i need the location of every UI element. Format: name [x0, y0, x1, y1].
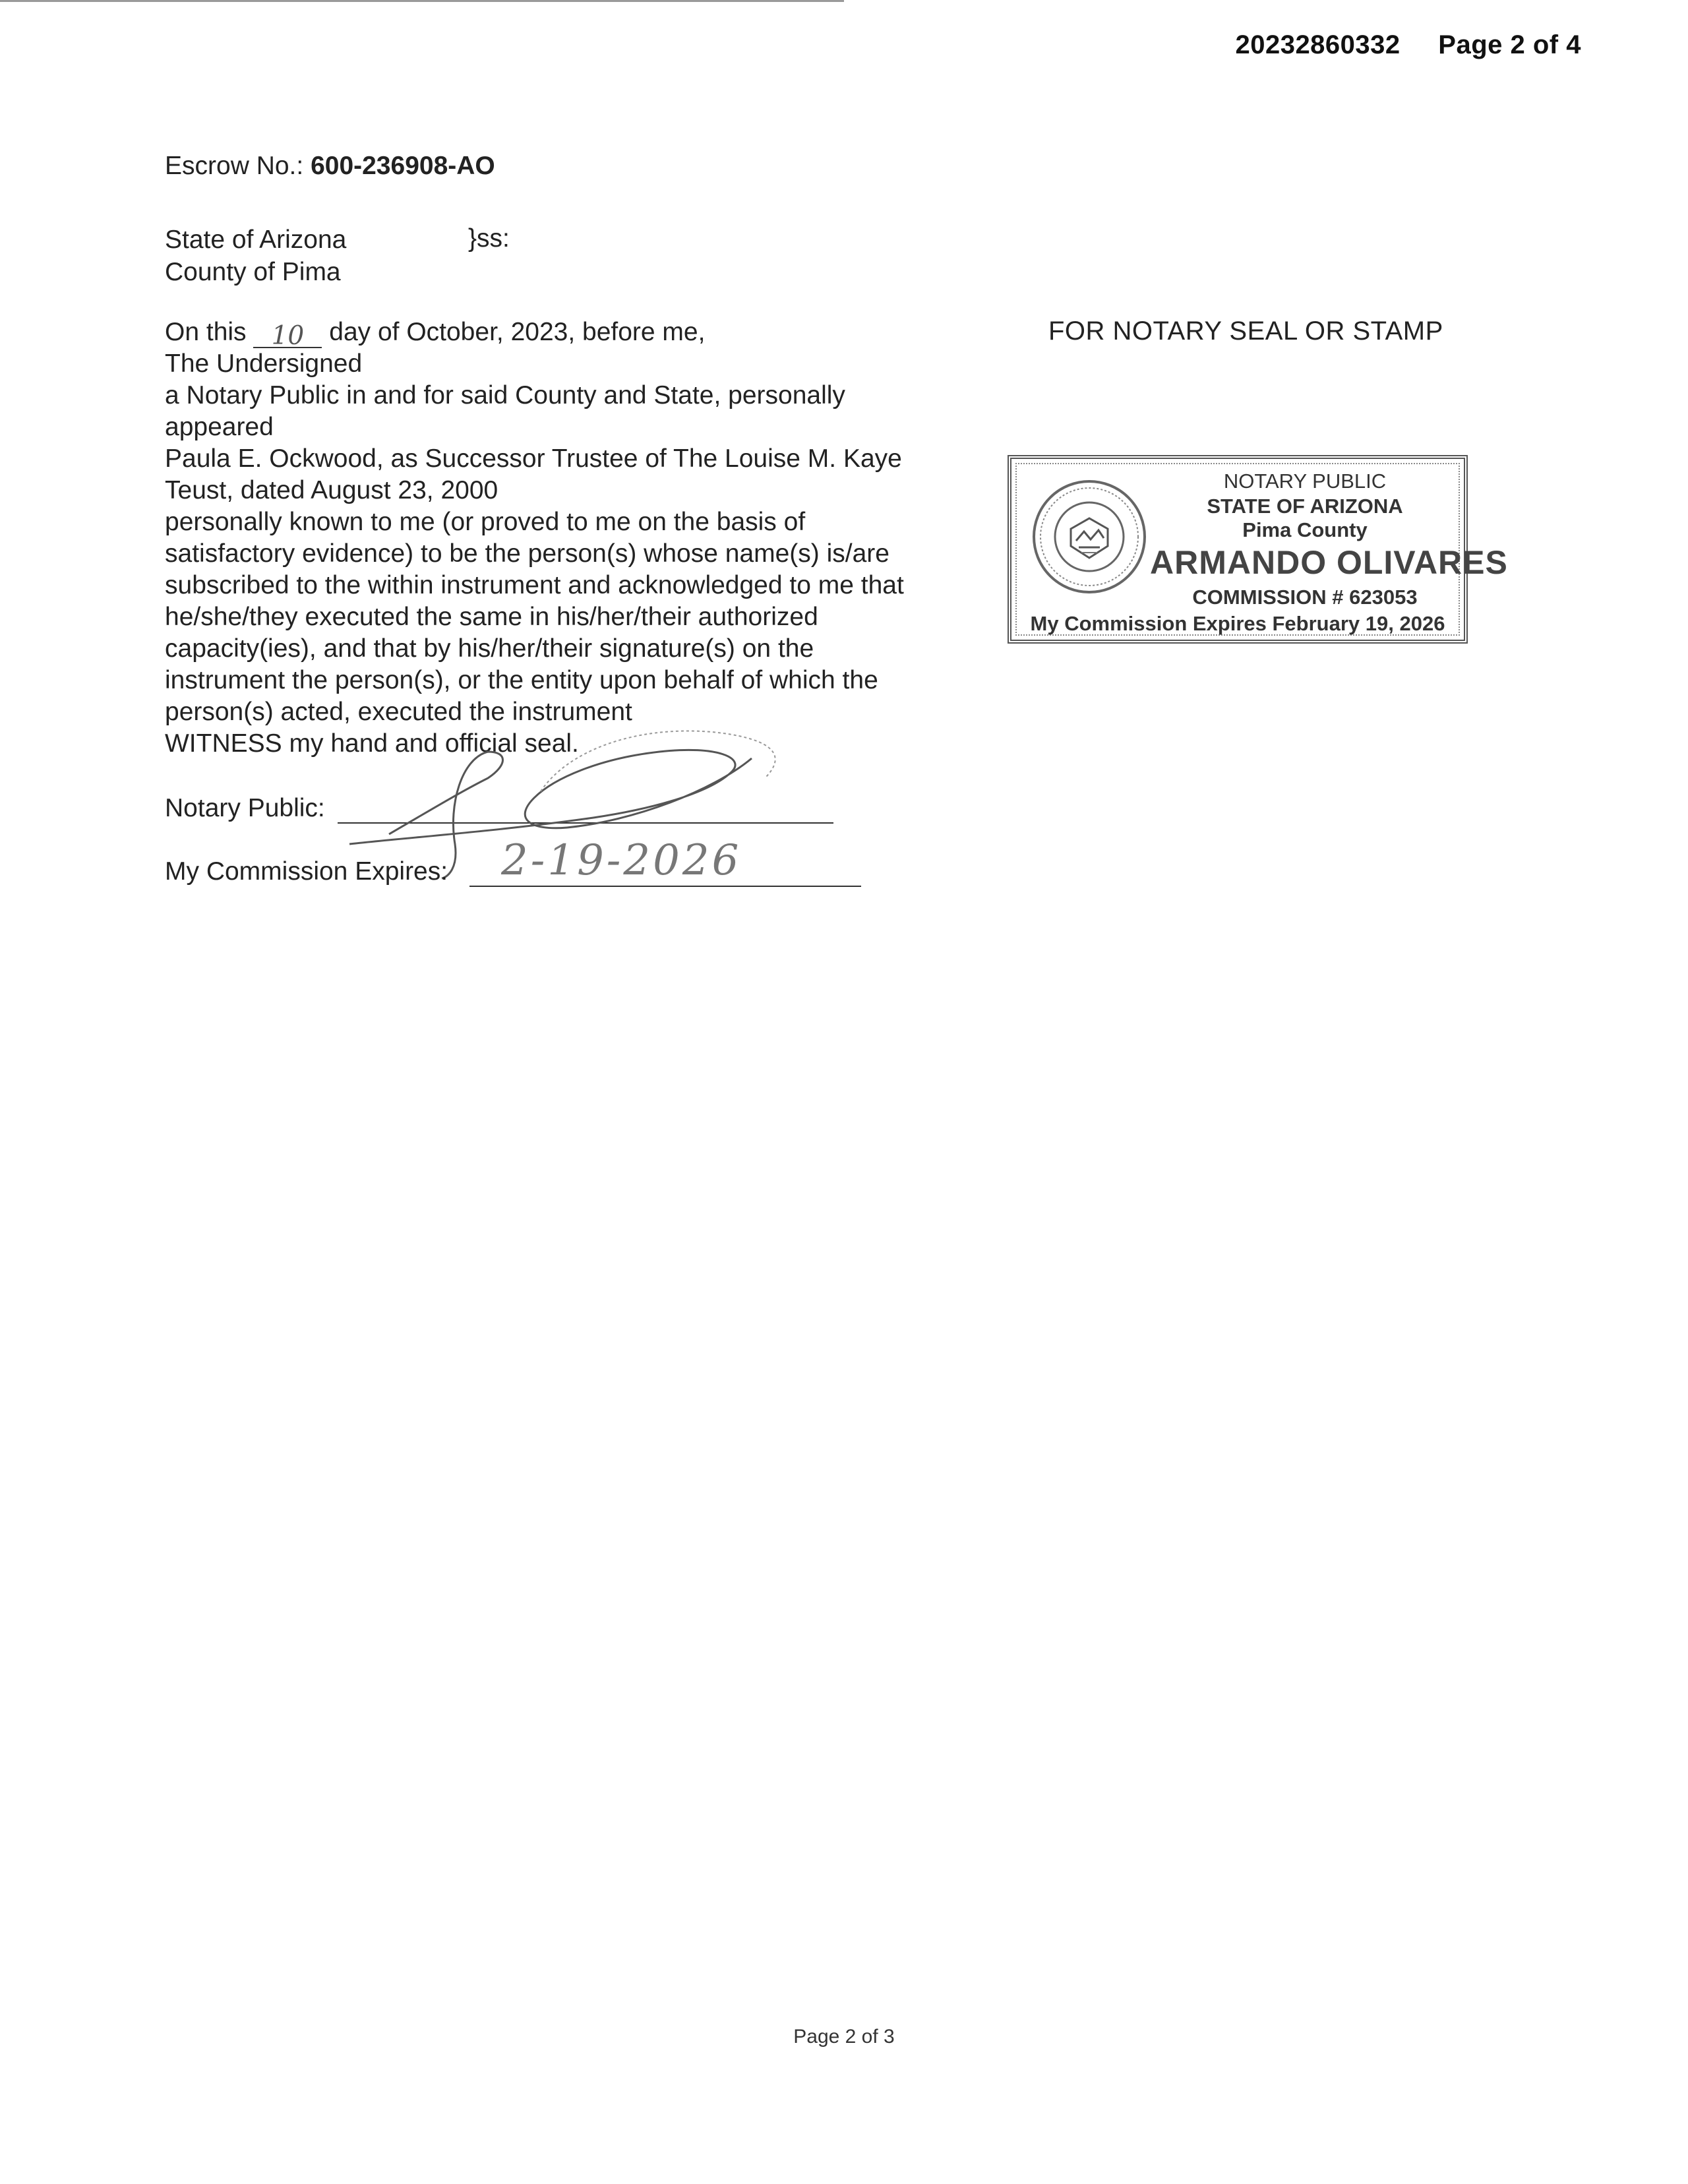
stamp-county: Pima County [1242, 518, 1368, 541]
acknowledgment-line-8: satisfactory evidence) to be the person(s) whose name(s) is/are [165, 539, 889, 568]
acknowledgment-line-9: subscribed to the within instrument and acknowledged to me that [165, 571, 904, 599]
acknowledgment-line-12: instrument the person(s), or the entity upon behalf of which the [165, 666, 878, 694]
commission-expires-handwritten: 2-19-2026 [501, 836, 742, 885]
seal-area-title: FOR NOTARY SEAL OR STAMP [1048, 317, 1443, 346]
acknowledgment-line-6: Teust, dated August 23, 2000 [165, 476, 498, 504]
commission-expires-line [469, 886, 861, 887]
escrow-line [165, 150, 495, 182]
page-indicator: Page 2 of 4 [1438, 30, 1581, 59]
footer-page-number: Page 2 of 3 [793, 2026, 895, 2048]
acknowledgment-text [165, 317, 956, 760]
stamp-commission-number: COMMISSION # 623053 [1192, 586, 1418, 609]
venue-ss: }ss: [468, 224, 510, 253]
acknowledgment-line-4: appeared [165, 413, 274, 441]
acknowledgment-line-3: a Notary Public in and for said County and State, personally [165, 381, 845, 410]
venue-county: County of Pima [165, 258, 341, 286]
acknowledgment-line-7: personally known to me (or proved to me on the basis of [165, 508, 806, 536]
commission-expires-label: My Commission Expires: [165, 857, 448, 886]
stamp-commission-expiry: My Commission Expires February 19, 2026 [1030, 612, 1445, 635]
acknowledgment-line-1 [165, 317, 956, 351]
escrow-number: 600-236908-AO [311, 152, 495, 180]
witness-line: WITNESS my hand and official seal. [165, 729, 579, 758]
acknowledgment-line-10: he/she/they executed the same in his/her/their authorized [165, 603, 818, 631]
escrow-label: Escrow No.: [165, 152, 304, 180]
acknowledgment-line-2: The Undersigned [165, 349, 363, 378]
arizona-seal-icon [1030, 477, 1149, 596]
notary-public-label: Notary Public: [165, 794, 325, 822]
day-suffix: day of October, 2023, before me, [329, 318, 706, 346]
stamp-state: STATE OF ARIZONA [1207, 495, 1403, 518]
day-handwritten: 10 [253, 320, 322, 348]
venue-state: State of Arizona [165, 226, 347, 254]
acknowledgment-line-11: capacity(ies), and that by his/her/their signature(s) on the [165, 634, 814, 663]
acknowledgment-line-13: person(s) acted, executed the instrument [165, 698, 632, 726]
notary-stamp [1008, 455, 1508, 644]
stamp-notary-public: NOTARY PUBLIC [1223, 470, 1387, 493]
recording-header [1235, 30, 1581, 60]
stamp-notary-name: ARMANDO OLIVARES [1150, 544, 1508, 581]
document-number: 20232860332 [1235, 30, 1401, 59]
scan-top-border [0, 0, 844, 2]
acknowledgment-line-5: Paula E. Ockwood, as Successor Trustee of The Louise M. Kaye [165, 444, 902, 473]
day-prefix: On this [165, 318, 247, 346]
